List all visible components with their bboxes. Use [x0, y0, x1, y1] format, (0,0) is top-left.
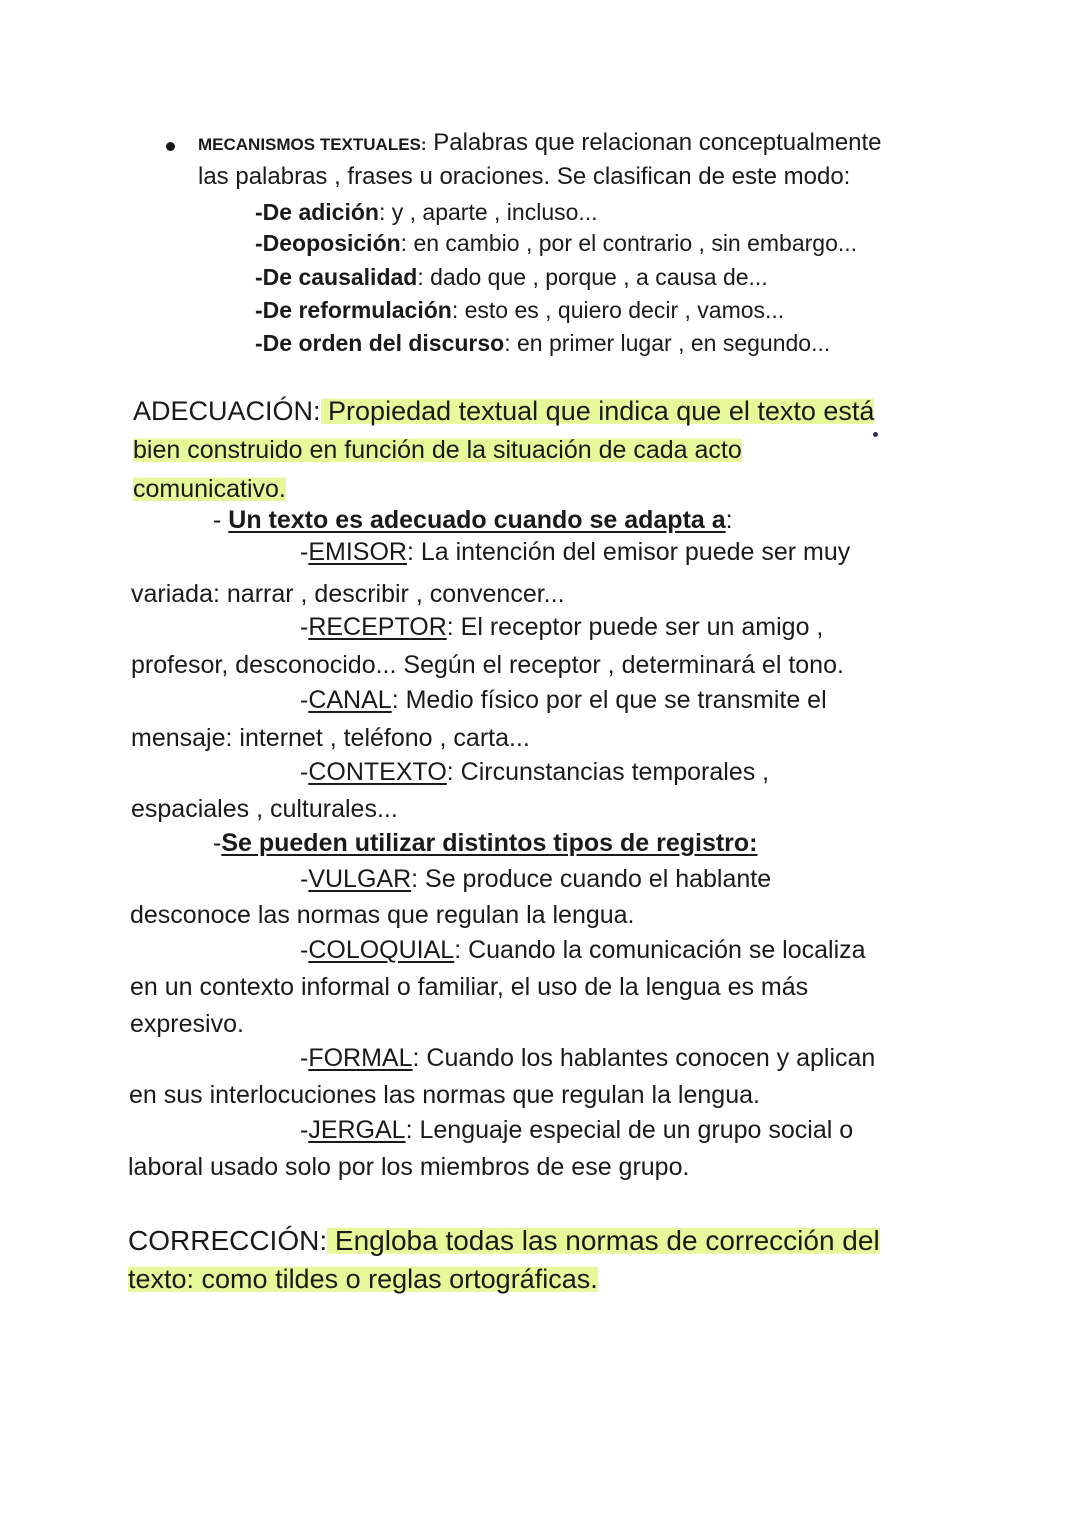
- mecanismo-item: -Deoposición: en cambio , por el contrario , sin embargo...: [255, 230, 858, 256]
- adecuacion-term: ADECUACIÓN:: [133, 396, 321, 426]
- factor-receptor: -RECEPTOR: El receptor puede ser un amigo ,: [300, 613, 824, 641]
- registro-jergal-cont: laboral usado solo por los miembros de ese grupo.: [128, 1153, 690, 1181]
- registro-vulgar: -VULGAR: Se produce cuando el hablante: [300, 865, 772, 893]
- registro-coloquial: -COLOQUIAL: Cuando la comunicación se localiza: [300, 936, 866, 964]
- registro-coloquial-cont: expresivo.: [130, 1010, 244, 1038]
- correccion-term: CORRECCIÓN:: [128, 1225, 328, 1256]
- registro-coloquial-cont: en un contexto informal o familiar, el uso de la lengua es más: [130, 973, 809, 1001]
- registro-jergal: -JERGAL: Lenguaje especial de un grupo social o: [300, 1116, 854, 1144]
- mecanismo-item: -De causalidad: dado que , porque , a causa de...: [255, 264, 768, 290]
- mecanismo-item: -De reformulación: esto es , quiero decir , vamos...: [255, 297, 785, 323]
- mecanismos-heading: MECANISMOS TEXTUALES:: [198, 135, 427, 154]
- factor-emisor-cont: variada: narrar , describir , convencer...: [131, 580, 565, 608]
- adecuacion-definition-line-2: bien construido en función de la situación de cada acto: [133, 436, 742, 464]
- ink-dot: [873, 432, 878, 437]
- factor-contexto-cont: espaciales , culturales...: [131, 795, 398, 823]
- bullet-icon: [166, 142, 175, 151]
- mecanismos-intro-line-1: MECANISMOS TEXTUALES: Palabras que relacionan conceptualmente: [198, 129, 882, 156]
- registro-formal: -FORMAL: Cuando los hablantes conocen y aplican: [300, 1044, 876, 1072]
- factor-receptor-cont: profesor, desconocido... Según el receptor , determinará el tono.: [131, 651, 844, 679]
- correccion-definition-line-2: texto: como tildes o reglas ortográficas.: [128, 1264, 598, 1294]
- adecuacion-definition-line-3: comunicativo.: [133, 475, 286, 503]
- mecanismo-item: -De adición: y , aparte , incluso...: [255, 199, 598, 225]
- adecuacion-subheading-2: -Se pueden utilizar distintos tipos de registro:: [213, 829, 758, 857]
- mecanismo-item: -De orden del discurso: en primer lugar , en segundo...: [255, 330, 831, 356]
- registro-vulgar-cont: desconoce las normas que regulan la lengua.: [130, 901, 635, 929]
- factor-canal-cont: mensaje: internet , teléfono , carta...: [131, 724, 530, 752]
- adecuacion-subheading-1: - Un texto es adecuado cuando se adapta a:: [213, 506, 733, 534]
- factor-contexto: -CONTEXTO: Circunstancias temporales ,: [300, 758, 770, 786]
- correccion-definition-line-1: CORRECCIÓN: Engloba todas las normas de corrección del: [128, 1225, 880, 1256]
- adecuacion-definition-line-1: ADECUACIÓN: Propiedad textual que indica que el texto está: [133, 396, 875, 426]
- registro-formal-cont: en sus interlocuciones las normas que regulan la lengua.: [129, 1081, 760, 1109]
- factor-canal: -CANAL: Medio físico por el que se transmite el: [300, 686, 827, 714]
- factor-emisor: -EMISOR: La intención del emisor puede ser muy: [300, 538, 851, 566]
- mecanismos-intro-line-2: las palabras , frases u oraciones. Se clasifican de este modo:: [198, 163, 851, 190]
